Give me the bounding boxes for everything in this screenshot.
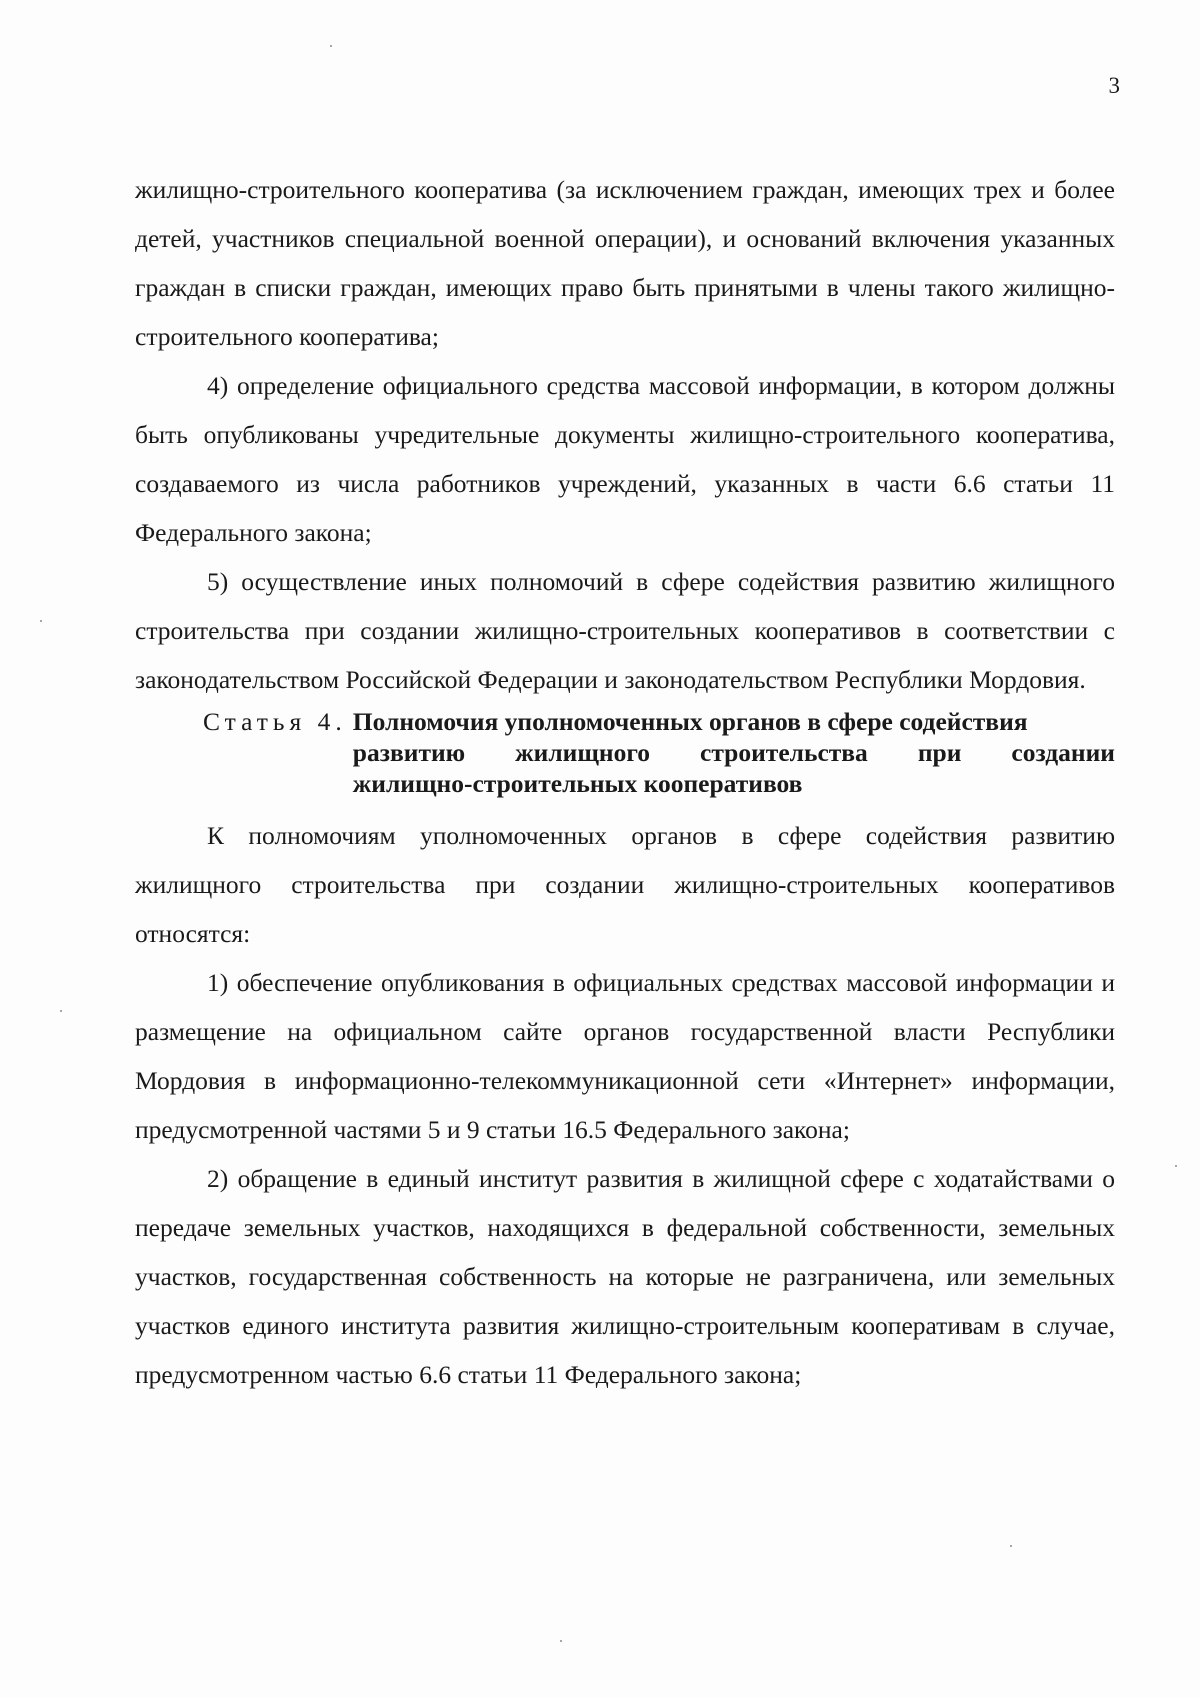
scan-speck	[1010, 1545, 1012, 1547]
paragraph-continuation: жилищно-строительного кооператива (за исключением граждан, имеющих трех и более детей, участников специальной военной операции), и оснований включения указанных граждан в списки граждан, имеющих право быть принятыми в члены такого жилищно-строительного кооператива;	[135, 175, 1115, 351]
paragraph-item-4: 4) определение официального средства массовой информации, в котором должны быть опубликованы учредительные документы жилищно-строительного кооператива, создаваемого из числа работников учреждений, указанных в части 6.6 статьи 11 Федерального закона;	[135, 371, 1115, 547]
document-body	[135, 165, 1115, 1399]
article-item-1: 1) обеспечение опубликования в официальных средствах массовой информации и размещение на официальном сайте органов государственной власти Республики Мордовия в информационно-телекоммуникационной сети «Интернет» информации, предусмотренной частями 5 и 9 статьи 16.5 Федерального закона;	[135, 968, 1115, 1144]
scan-speck	[60, 1010, 62, 1012]
paragraph-item-5: 5) осуществление иных полномочий в сфере содействия развитию жилищного строительства при создании жилищно-строительных кооперативов в соответствии с законодательством Российской Федерации и законодательством Республики Мордовия.	[135, 567, 1115, 694]
article-heading	[135, 706, 1115, 799]
article-title	[353, 706, 1115, 799]
article-item-2: 2) обращение в единый институт развития в жилищной сфере с ходатайствами о передаче земельных участков, находящихся в федеральной собственности, земельных участков, государственная собственность на которые не разграничена, или земельных участков единого института развития жилищно-строительным кооперативам в случае, предусмотренном частью 6.6 статьи 11 Федерального закона;	[135, 1164, 1115, 1389]
page-number: 3	[1108, 73, 1120, 98]
article-title-line: Полномочия уполномоченных органов в сфере содействия	[352, 707, 1028, 736]
scan-speck	[560, 1640, 562, 1642]
article-title-line: жилищно-строительных кооперативов	[352, 769, 803, 798]
article-label: Статья 4.	[203, 707, 347, 736]
scan-speck	[40, 620, 42, 622]
scan-speck	[1175, 1165, 1177, 1167]
article-intro: К полномочиям уполномоченных органов в сфере содействия развитию жилищного строительства при создании жилищно-строительных кооперативов относятся:	[135, 821, 1115, 948]
article-title-line: развитию жилищного строительства при создании	[352, 738, 1115, 767]
scan-speck	[330, 45, 332, 47]
